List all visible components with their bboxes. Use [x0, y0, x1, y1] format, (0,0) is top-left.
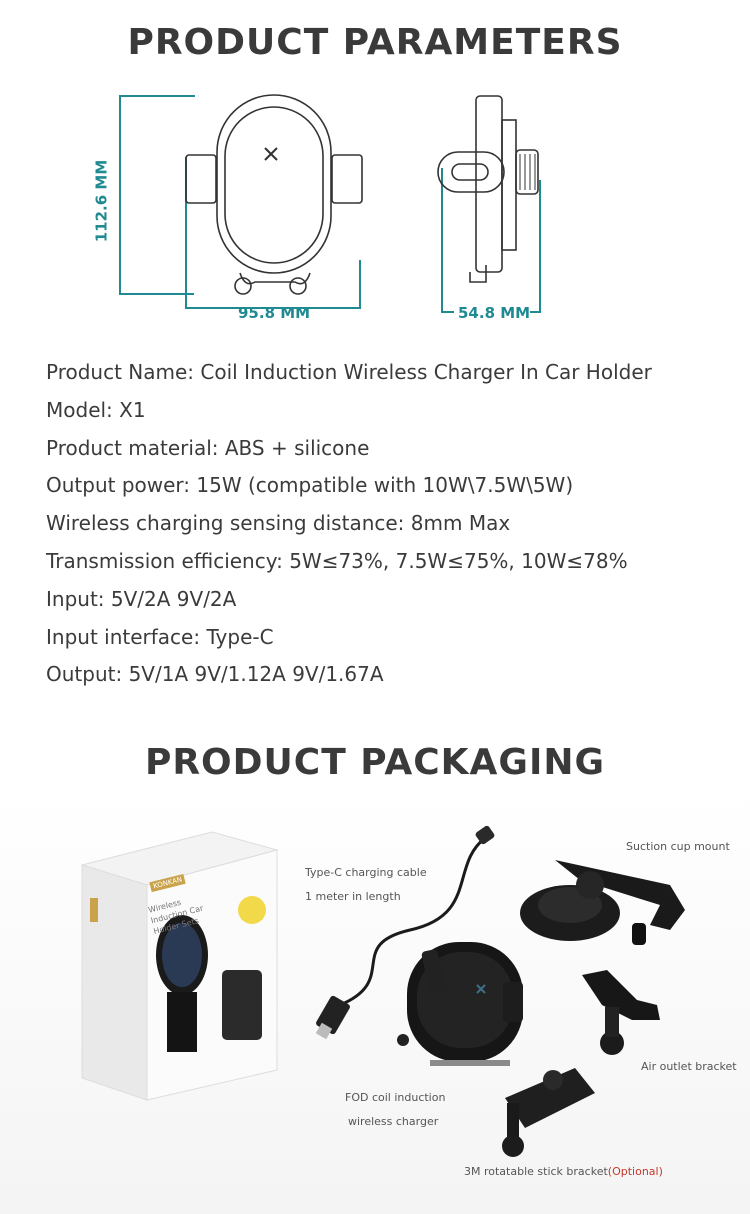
- spec-item: Input: 5V/2A 9V/2A: [46, 586, 237, 611]
- parameters-title: PRODUCT PARAMETERS: [127, 22, 623, 63]
- box-brand: KONKAN: [149, 874, 186, 892]
- spec-item: Product material: ABS + silicone: [46, 435, 370, 460]
- retail-box-image: [72, 820, 282, 1110]
- packaging-photo: [0, 790, 750, 1214]
- depth-dimension: 54.8 MM: [458, 304, 531, 322]
- spec-item: Product Name: Coil Induction Wireless Charger In Car Holder: [46, 360, 652, 384]
- spec-item: Model: X1: [46, 397, 146, 422]
- packaging-title: PRODUCT PACKAGING: [144, 742, 606, 783]
- cable-label-line1: Type-C charging cable: [305, 866, 427, 879]
- air-outlet-bracket-image: [572, 965, 672, 1065]
- height-dimension: 112.6 MM: [92, 159, 111, 243]
- front-view-diagram: [90, 90, 380, 330]
- spec-item: Transmission efficiency: 5W≤73%, 7.5W≤75%, 10W≤78%: [46, 548, 628, 573]
- air-outlet-label: Air outlet bracket: [641, 1060, 737, 1073]
- width-dimension: 95.8 MM: [238, 304, 311, 322]
- stick-bracket-image: [485, 1058, 605, 1158]
- charger-label-line2: wireless charger: [348, 1115, 439, 1128]
- side-view-diagram: [430, 90, 560, 330]
- stick-bracket-label: [464, 1165, 663, 1178]
- spec-item: Output: 5V/1A 9V/1.12A 9V/1.67A: [46, 662, 384, 687]
- spec-list: [46, 354, 652, 694]
- box-title: Wireless Induction Car Holder Sets: [147, 897, 205, 937]
- stick-bracket-text: 3M rotatable stick bracket: [464, 1165, 608, 1178]
- optional-tag: (Optional): [607, 1165, 663, 1178]
- suction-cup-label: Suction cup mount: [626, 840, 730, 853]
- charger-label-line1: FOD coil induction: [345, 1091, 446, 1104]
- spec-item: Wireless charging sensing distance: 8mm Max: [46, 511, 511, 536]
- spec-item: Input interface: Type-C: [46, 624, 274, 649]
- cable-label-line2: 1 meter in length: [305, 890, 401, 903]
- spec-item: Output power: 15W (compatible with 10W\7.5W\5W): [46, 473, 574, 498]
